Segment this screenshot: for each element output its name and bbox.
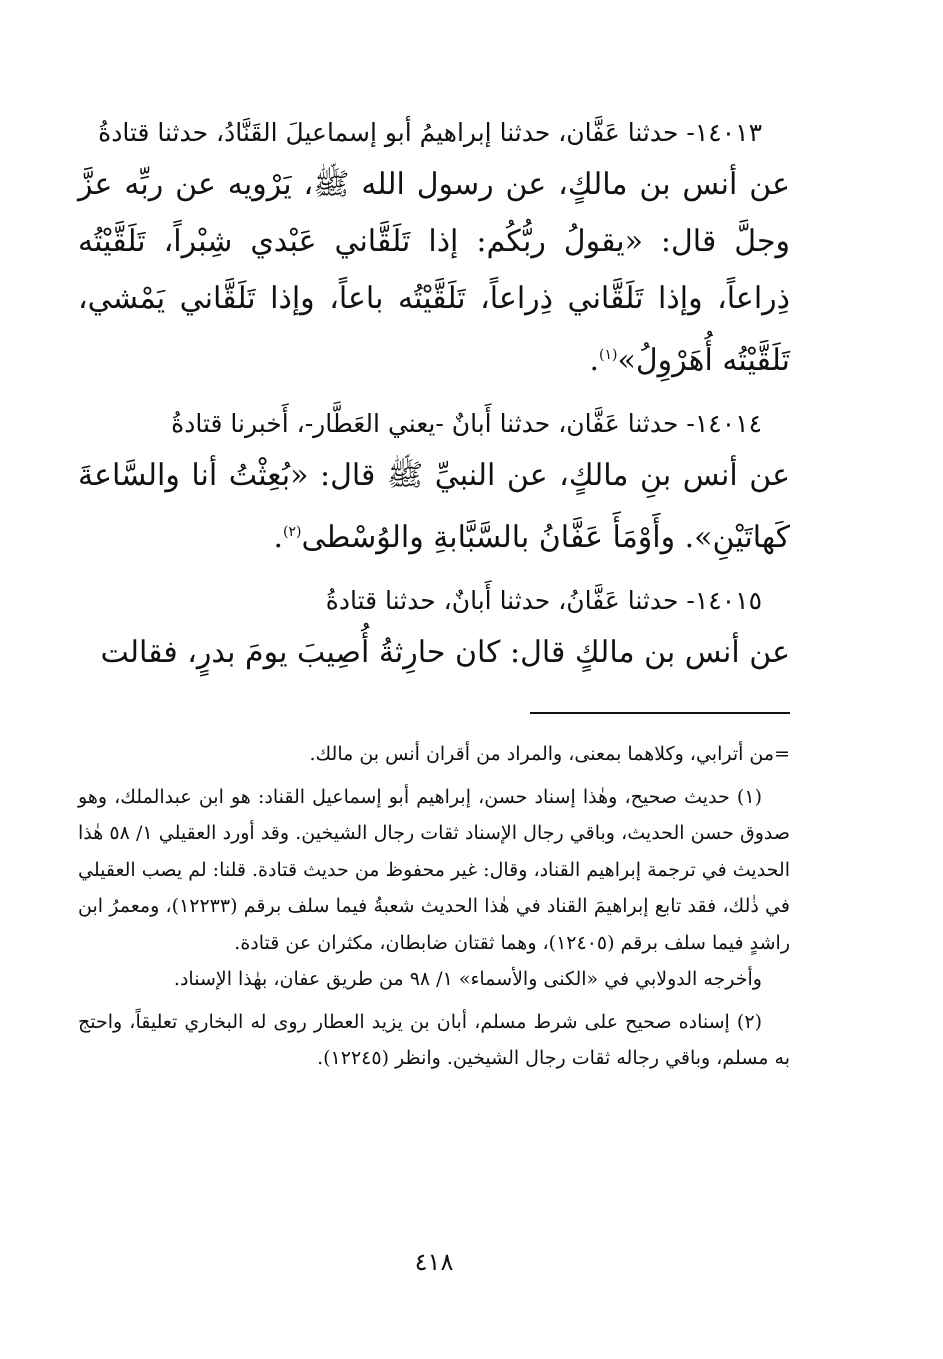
hadith-14015-heading: ١٤٠١٥- حدثنا عَفَّانُ، حدثنا أَبانٌ، حدثنا قتادةُ	[325, 586, 762, 615]
hadith-14015-body: عن أنس بن مالكٍ قال: كان حارِثةُ أُصِيبَ يومَ بدرٍ، فقالت	[100, 635, 790, 670]
hadith-14014-body: عن أنس بنِ مالكٍ، عن النبيِّ ﷺ قال: «بُعِثْتُ أنا والسَّاعةَ كَهاتَيْنِ». وأَوْمَأَ عَفَّانُ بالسَّبَّابةِ والوُسْطى	[78, 458, 790, 555]
hadith-14015-text	[78, 624, 790, 681]
hadith-text	[78, 110, 790, 693]
hadith-14013-heading: ١٤٠١٣- حدثنا عَفَّان، حدثنا إبراهيمُ أبو إسماعيلَ القَنَّادُ، حدثنا قتادةُ	[98, 118, 762, 147]
page-number: ٤١٨	[414, 1248, 454, 1276]
hadith-14014-heading: ١٤٠١٤- حدثنا عَفَّان، حدثنا أَبانٌ -يعني العَطَّار-، أَخبرنا قتادةُ	[171, 409, 762, 438]
hadith-14013-text: عن أنس بن مالكٍ، عن رسول الله ﷺ، يَرْويه عن ربِّه عزَّ وجلَّ قال: «يقولُ ربُّكُم: إذا تَلَقَّاني عَبْدي شِبْراً، تَلَقَّيْتُه ذِراعاً، وإذا تَلَقَّاني ذِراعاً، تَلَقَّيْتُه باعاً، وإذا تَلَقَّاني يَمْشي، تَلَقَّيْتُه أُهَرْوِلُ»$^{(١)}$.	[78, 167, 790, 378]
hadith-14014-text: عن أنس بنِ مالكٍ، عن النبيِّ ﷺ قال: «بُعِثْتُ أنا والسَّاعةَ كَهاتَيْنِ». وأَوْمَأَ عَفَّانُ بالسَّبَّابةِ والوُسْطى$^{(٢)}$.	[78, 458, 790, 555]
footnote-1: (١) حديث صحيح، وهٰذا إسناد حسن، إبراهيم أبو إسماعيل القناد: هو ابن عبدالملك، وهو صدوق حسن الحديث، وباقي رجال الإسناد ثقات رجال الشيخين. وقد أورد العقيلي ١/ ٥٨ هٰذا الحديث في ترجمة إبراهيم القناد، وقال: غير محفوظ من حديث قتادة. قلنا: لم يصب العقيلي في ذٰلك، فقد تابع إبراهيمَ القناد في هٰذا الحديث شعبةُ فيما سلف برقم (١٢٢٣٣)، ومعمرُ ابن راشدٍ فيما سلف برقم (١٢٤٠٥)، وهما ثقتان ضابطان، مكثران عن قتادة.	[78, 785, 790, 954]
footnote-1-continued: وأخرجه الدولابي في «الكنى والأسماء» ١/ ٩٨ من طريق عفان، بهٰذا الإسناد.	[173, 968, 762, 990]
hadith-14013-body: عن أنس بن مالكٍ، عن رسول الله ﷺ، يَرْويه عن ربِّه عزَّ وجلَّ قال: «يقولُ ربُّكُم: إذا تَلَقَّاني عَبْدي شِبْراً، تَلَقَّيْتُه ذِراعاً، وإذا تَلَقَّاني ذِراعاً، تَلَقَّيْتُه باعاً، وإذا تَلَقَّاني يَمْشي، تَلَقَّيْتُه أُهَرْوِلُ»	[78, 167, 790, 378]
footnote-separator	[530, 712, 790, 714]
book-page	[78, 0, 790, 1359]
footnote-ref-1: (١)	[599, 347, 618, 363]
footnotes	[78, 736, 790, 1077]
footnote-continuation: =من أترابي، وكلاهما بمعنى، والمراد من أقران أنس بن مالك.	[309, 743, 790, 765]
footnote-ref-2: (٢)	[283, 524, 302, 540]
footnote-2: (٢) إسناده صحيح على شرط مسلم، أبان بن يزيد العطار روى له البخاري تعليقاً، واحتج به مسلم، وباقي رجاله ثقات رجال الشيخين. وانظر (١٢٢٤٥).	[78, 1010, 790, 1069]
